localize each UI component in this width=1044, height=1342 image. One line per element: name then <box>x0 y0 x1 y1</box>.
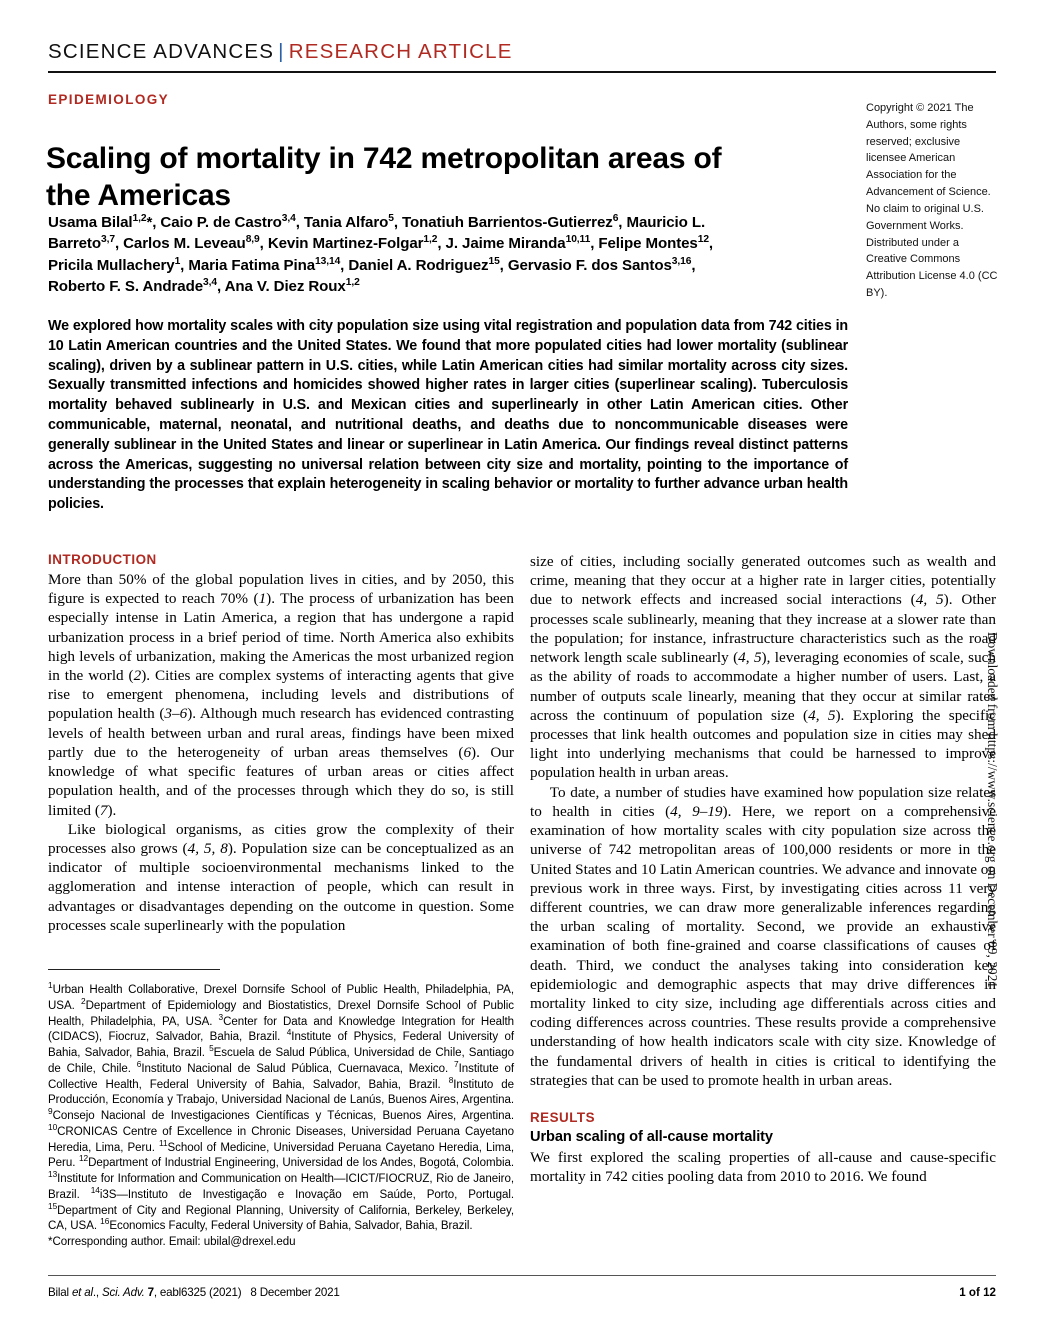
download-source-stamp: Downloaded from https://www.science.org on December 09, 2021 <box>985 632 1000 989</box>
intro-paragraph-1: More than 50% of the global population lives in cities, and by 2050, this figure is expected to reach 70% (1). The process of urbanization has been especially intense in Latin America, a region that has undergone a rapid urbanization process in a brief period of time. North America also exhibits high levels of urbanization, making the Americas the most urbanized region in the world (2). Cities are complex systems of interacting agents that give rise to emergent phenomena, including levels and distributions of population health (3–6). Although much research has evidenced contrasting levels of health between urban and rural areas, findings have been mixed partly due to the heterogeneity of urban areas themselves (6). Our knowledge of what specific features of urban areas or cities affect population health, and of the processes through which they do so, is still limited (7). <box>48 570 514 819</box>
corresponding-author-note: *Corresponding author. Email: ubilal@drexel.edu <box>48 1236 296 1248</box>
affiliations-text: $^1$Urban Health Collaborative, Drexel Dornsife School of Public Health, Philadelphia, PA, USA. $^2$Department of Epidemiology and Biostatistics, Drexel Dornsife School of Public Health, Philadelphia, PA, USA. $^3$Center for Data and Knowledge Integration for Health (CIDACS), Fiocruz, Salvador, Bahia, Brazil. $^4$Institute of Physics, Federal University of Bahia, Salvador, Bahia, Brazil. $^5$Escuela de Salud Pública, Universidad de Chile, Santiago de Chile, Chile. $^6$Instituto Nacional de Salud Pública, Cuernavaca, Mexico. $^7$Institute of Collective Health, Federal University of Bahia, Salvador, Bahia, Brazil. $^8$Instituto de Producción, Economía y Trabajo, Universidad Nacional de Lanús, Buenos Aires, Argentina. $^9$Consejo Nacional de Investigaciones Científicas y Técnicas, Buenos Aires, Argentina. $^{10}$CRONICAS Centre of Excellence in Chronic Diseases, Universidad Peruana Cayetano Heredia, Lima, Peru. $^{11}$School of Medicine, Universidad Peruana Cayetano Heredia, Lima, Peru. $^{12}$Department of Industrial Engineering, Universidad de los Andes, Bogotá, Colombia. $^{13}$Institute for Information and Communication on Health—ICICT/FIOCRUZ, Rio de Janeiro, Brazil. $^{14}$i3S—Instituto de Investigação e Inovação em Saúde, Porto, Portugal. $^{15}$Department of City and Regional Planning, University of California, Berkeley, Berkeley, CA, USA. $^{16}$Economics Faculty, Federal University of Bahia, Salvador, Bahia, Brazil. <box>48 980 515 1233</box>
subsection-heading-urban-scaling: Urban scaling of all-cause mortality <box>530 1129 773 1146</box>
running-head <box>48 40 908 64</box>
section-heading-results: RESULTS <box>530 1110 595 1126</box>
abstract: We explored how mortality scales with city population size using vital registration and population data from 742 cities in 10 Latin American countries and the United States. We found that more populated cities had lower mortality (sublinear scaling), driven by a sublinear pattern in U.S. cities, while Latin American cities had similar mortality across city sizes. Sexually transmitted infections and homicides showed higher rates in larger cities (superlinear scaling). Tuberculosis mortality behaved sublinearly in U.S. and Mexican cities and superlinearly in other Latin American cities. Other communicable, maternal, neonatal, and nutritional deaths, and deaths due to noncommunicable diseases were generally sublinear in the United States and linear or superlinear in Latin America. Our findings reveal distinct patterns across the Americas, suggesting no universal relation between city size and mortality, pointing to the importance of understanding the processes that explain heterogeneity in scaling behavior or mortality to further advance urban health policies. <box>48 318 848 513</box>
page-title: Scaling of mortality in 742 metropolitan areas of the Americas <box>46 142 722 213</box>
column-right <box>530 552 996 1192</box>
column-left <box>48 552 514 952</box>
subject-kicker: EPIDEMIOLOGY <box>48 92 170 107</box>
article-type-label: RESEARCH ARTICLE <box>288 40 513 63</box>
intro-paragraph-2: Like biological organisms, as cities grow the complexity of their processes also grows (4, 5, 8). Population size can be conceptualized as an indicator of multiple socioenvironmental mechanisms linked to the agglomeration and intense interaction of people, which can result in advantages or disadvantages depending on the outcome in question. Some processes scale superlinearly with the population <box>48 820 514 934</box>
running-head-separator: | <box>278 40 285 63</box>
results-paragraph-1: We first explored the scaling properties of all-cause and cause-specific mortality in 742 cities pooling data from 2010 to 2016. We found <box>530 1148 996 1185</box>
footer-divider <box>48 1275 996 1276</box>
footer-page-number: 1 of 12 <box>959 1286 996 1299</box>
author-list: Usama Bilal$^{1,2}$*, Caio P. de Castro$^{3,4}$, Tania Alfaro$^5$, Tonatiuh Barrientos-Gutierrez$^6$, Mauricio L. Barreto$^{3,7}$, Carlos M. Leveau$^{8,9}$, Kevin Martinez-Folgar$^{1,2}$, J. Jaime Miranda$^{10,11}$, Felipe Montes$^{12}$, Pricila Mullachery$^1$, Maria Fatima Pina$^{13,14}$, Daniel A. Rodriguez$^{15}$, Gervasio F. dos Santos$^{3,16}$, Roberto F. S. Andrade$^{3,4}$, Ana V. Diez Roux$^{1,2}$ <box>48 212 714 296</box>
footer-citation: Bilal et al., Sci. Adv. 7, eabl6325 (2021) 8 December 2021 <box>48 1286 340 1299</box>
section-heading-introduction: INTRODUCTION <box>48 552 157 567</box>
intro-paragraph-3: size of cities, including socially generated outcomes such as wealth and crime, meaning that they occur at a higher rate in larger cities, potentially due to network effects and increased social interactions (4, 5). Other processes scale sublinearly, meaning that they increase at a slower rate than the population; for instance, infrastructure characteristics such as the road network length scale sublinearly (4, 5), leveraging economies of scale, such as the ability of roads to accommodate a higher number of users. Last, a number of outputs scale linearly, meaning that they occur at similar rates across the continuum of population size (4, 5). Exploring the specific processes that link health outcomes and population size in cities may shed light into underlying mechanisms that could be harnessed to improve population health in urban areas. <box>530 553 997 782</box>
affiliations-divider <box>48 969 220 970</box>
header-divider <box>48 71 996 73</box>
copyright-notice: Copyright © 2021 The Authors, some rights reserved; exclusive licensee American Association for the Advancement of Science. No claim to original U.S. Government Works. Distributed under a Creative Commons Attribution License 4.0 (CC BY). <box>866 102 998 300</box>
intro-paragraph-4: To date, a number of studies have examined how population size relates to health in cities (4, 9–19). Here, we report on a comprehensive examination of how mortality scales with city population size across the universe of 742 metropolitan areas of 100,000 residents or more in the United States and 10 Latin American countries. We advance and innovate on previous work in three ways. First, by investigating cities across 11 very different countries, we can draw more generalizable inferences regarding the urban scaling of mortality. Second, we provide an exhaustive examination of both fine-grained and coarse classifications of causes of death. Third, we conduct the analyses taking into consideration key epidemiologic and demographic aspects that may drive differences in mortality linked to city size, including age differentials across cities and coding differences across countries. These results provide a comprehensive understanding of how health indicators scale with city size. Knowledge of the fundamental drivers of health in cities is critical to identifying the strategies that can be used to promote health in urban areas. <box>530 783 997 1089</box>
affiliations-block <box>48 980 515 1251</box>
journal-name: SCIENCE ADVANCES <box>48 40 275 63</box>
